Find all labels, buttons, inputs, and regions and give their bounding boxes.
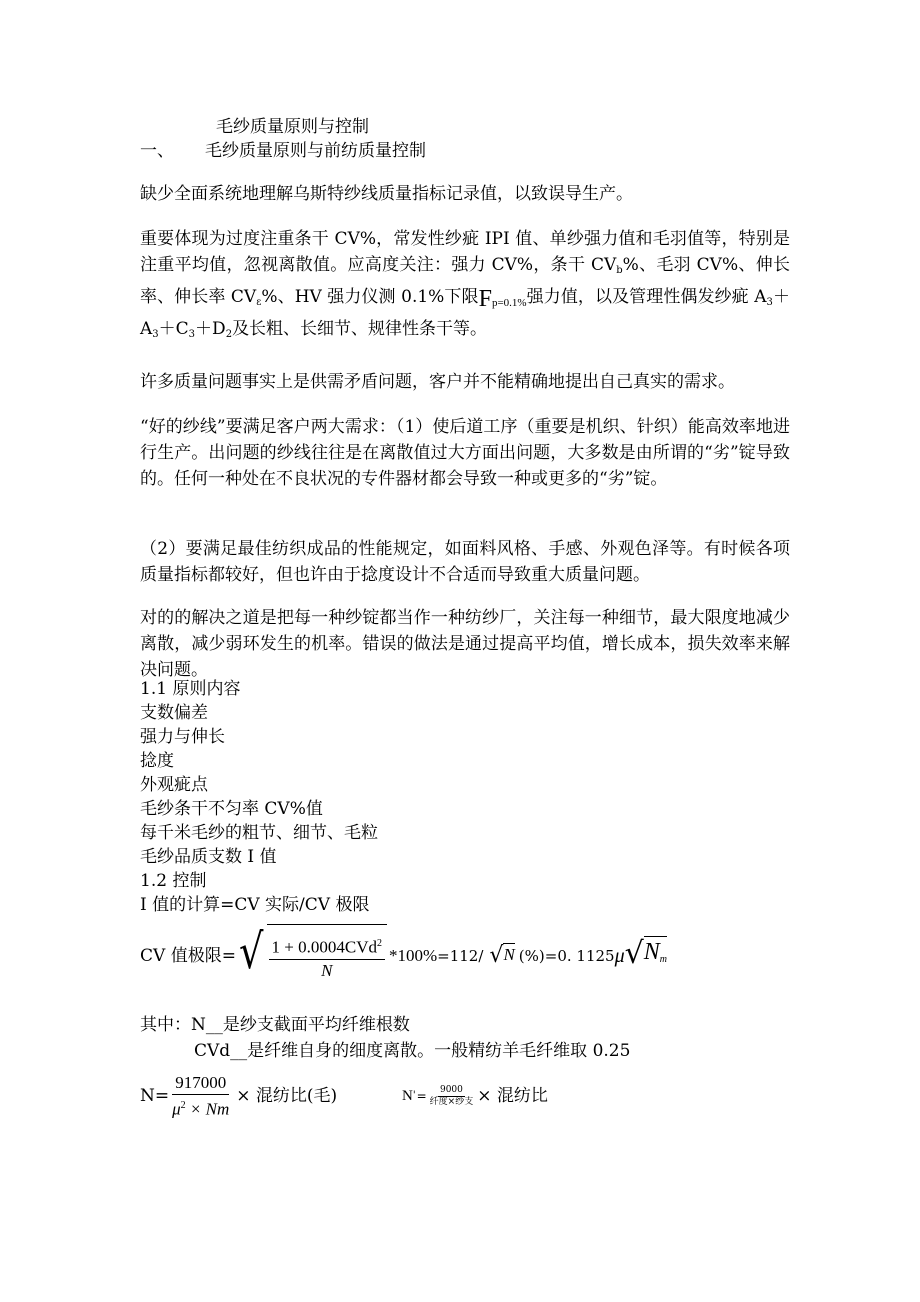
- where-line-2: CVd__是纤维自身的细度离散。一般精纺羊毛纤维取 0.25: [194, 1041, 631, 1061]
- list-item: 1.2 控制: [140, 871, 207, 891]
- fiber-count-formula: N= $\frac{917000}{\mu^2 \times Nm}$ × 混纺比(毛): [140, 1073, 338, 1119]
- list-item: 强力与伸长: [140, 727, 225, 747]
- sqrt-icon: √: [489, 942, 504, 968]
- paragraph-1: 缺少全面系统地理解乌斯特纱线质量指标记录值，以致误导生产。: [140, 184, 633, 204]
- list-item: 毛纱条干不匀率 CV%值: [140, 799, 323, 819]
- list-item: 支数偏差: [140, 703, 208, 723]
- paragraph-2: 重要体现为过度注重条干 CV%，常发性纱疵 IPI 值、单纱强力值和毛羽值等，特别是注重平均值，忽视离散值。应高度关注：强力 CV%，条干 $CV_b\%$、毛羽 CV%、伸长率、伸长率 $CV_\varepsilon\%$、HV 强力仪测 0.1%下限$F_{p=0.1\%}$强力值，以及管理性偶发纱疵 $A_3+A_3+C_3+D_2$及长粗、长细节、规律性条干等。: [140, 229, 791, 340]
- paragraph-6: 对的的解决之道是把每一种纱锭都当作一种纺纱厂，关注每一种细节，最大限度地减少离散，减少弱环发生的机率。错误的做法是通过提高平均值，增长成本，损失效率来解决问题。: [140, 608, 790, 680]
- section-number: 一、: [140, 141, 174, 161]
- section-title: 毛纱质量原则与前纺质量控制: [205, 141, 426, 161]
- list-item: 外观疵点: [140, 775, 208, 795]
- paragraph-5: （2）要满足最佳纺织成品的性能规定，如面料风格、手感、外观色泽等。有时候各项质量指标都较好，但也许由于捻度设计不合适而导致重大质量问题。: [140, 539, 790, 585]
- where-line-1: 其中：N__是纱支截面平均纤维根数: [140, 1015, 410, 1035]
- list-item: 每千米毛纱的粗节、细节、毛粒: [140, 823, 378, 843]
- paragraph-4: “好的纱线”要满足客户两大需求：（1）使后道工序（重要是机织、针织）能高效率地进行生产。出问题的纱线往往是在离散值过大方面出问题，大多数是由所谓的“劣”锭导致的。任何一种处在不良状况的专件器材都会导致一种或更多的“劣”锭。: [140, 417, 790, 489]
- sqrt-icon: √: [238, 924, 264, 980]
- cv-limit-formula: CV 值极限= √ $\frac{1 + 0.0004CVd^2}{N}$ *100% =112/ √ N (%)=0. 1125 μ √ $N_m$: [140, 924, 667, 987]
- fiber-count-formula-alt: N ' = $\frac{9000}{\text{纤度×纱支}}$ × 混纺比: [402, 1084, 548, 1107]
- list-item: I 值的计算=CV 实际/CV 极限: [140, 895, 370, 915]
- sqrt-icon: √: [624, 936, 644, 971]
- sqrt-expression: √ $\frac{1 + 0.0004CVd^2}{N}$: [236, 924, 387, 987]
- list-item: 毛纱品质支数 I 值: [140, 847, 277, 867]
- list-item: 捻度: [140, 751, 174, 771]
- list-item: 1.1 原则内容: [140, 679, 241, 699]
- paragraph-3: 许多质量问题事实上是供需矛盾问题，客户并不能精确地提出自己真实的需求。: [140, 372, 735, 392]
- document-title: 毛纱质量原则与控制: [216, 117, 369, 137]
